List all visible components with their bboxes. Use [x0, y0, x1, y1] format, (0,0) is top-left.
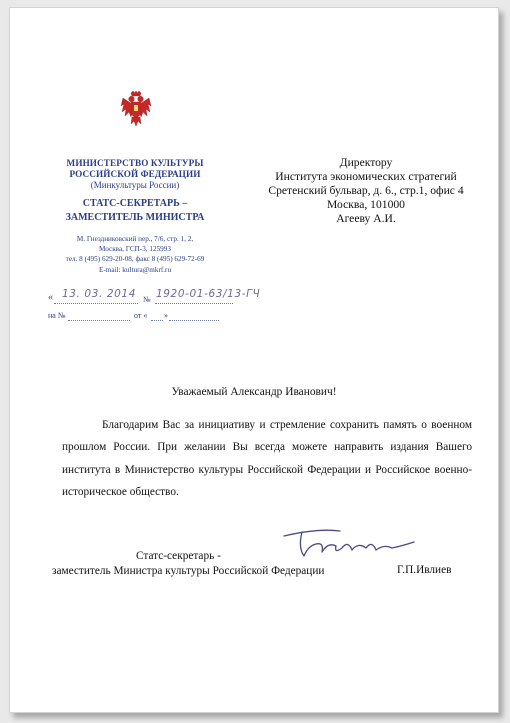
sender-position: [40, 197, 230, 225]
number-label: №: [143, 295, 151, 304]
sender-position-line2: ЗАМЕСТИТЕЛЬ МИНИСТРА: [65, 212, 205, 223]
address-line1: М. Гнездниковский пер., 7/6, стр. 1, 2,: [76, 235, 194, 243]
phone-line: тел. 8 (495) 629-20-08, факс 8 (495) 629-72-69: [65, 255, 205, 264]
ministry-name-line2: РОССИЙСКОЙ ФЕДЕРАЦИИ: [69, 169, 201, 179]
ref-day-line: [151, 319, 163, 321]
addressee-line3: Сретенский бульвар, д. 6., стр.1, офис 4: [268, 184, 464, 197]
address-line2: Москва, ГСП-3, 125993: [99, 245, 171, 254]
letter-page: [9, 7, 499, 713]
ref-date-line: [169, 319, 219, 321]
greeting: Уважаемый Александр Иванович!: [171, 386, 337, 398]
coat-of-arms-icon: [119, 90, 153, 130]
handwritten-number: 1920-01-63/13-ГЧ: [156, 288, 261, 300]
ref-from-label: от «: [134, 311, 148, 320]
signatory-name: Г.П.Ивлиев: [397, 564, 452, 576]
ministry-name-line1: МИНИСТЕРСТВО КУЛЬТУРЫ: [66, 158, 204, 168]
addressee-line4: Москва, 101000: [327, 198, 405, 211]
addressee-line2: Института экономических стратегий: [275, 170, 457, 183]
letterhead: [40, 158, 230, 275]
letter-body: Благодарим Вас за инициативу и стремление сохранить память о военном прошлом России. При желании Вы всегда можете направить издания Вашего института в Министерство культуры Российской Федерации и Российское военно-историческое общество.: [62, 419, 472, 499]
signatory-position-line1: Статс-секретарь -: [136, 550, 221, 562]
signatory-position: [52, 549, 352, 578]
sender-position-line1: СТАТС-СЕКРЕТАРЬ –: [82, 198, 188, 209]
ref-from-end: »: [164, 311, 168, 320]
addressee-block: [250, 156, 482, 226]
ministry-short-name: (Минкультуры России): [90, 180, 180, 190]
ref-label: на №: [48, 311, 66, 320]
handwritten-date: 13. 03. 2014: [62, 288, 136, 300]
email-line: E-mail: kultura@mkrf.ru: [98, 265, 172, 274]
ref-number-line: [68, 319, 130, 321]
sender-address: [40, 234, 230, 275]
date-open-quote: «: [48, 292, 53, 303]
signatory-position-line2: заместитель Министра культуры Российской Федерации: [52, 564, 325, 577]
addressee-line5: Агееву А.И.: [336, 212, 396, 225]
addressee-line1: Директору: [339, 156, 393, 169]
